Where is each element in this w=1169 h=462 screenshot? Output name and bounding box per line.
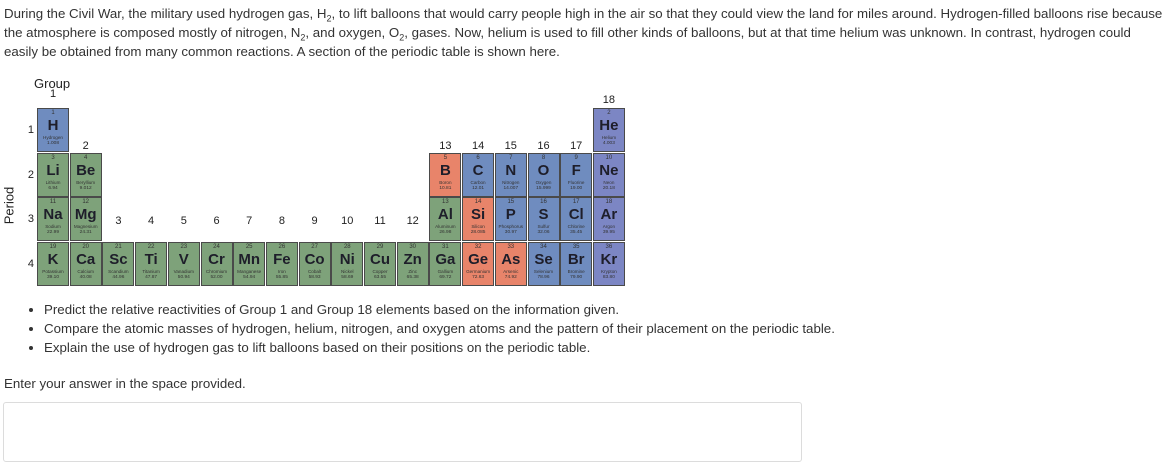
task-list [24, 300, 835, 357]
atomic-number: 35 [572, 243, 580, 250]
atomic-mass: 9.012 [79, 185, 92, 191]
task-item: • Explain the use of hydrogen gas to lift balloons based on their positions on the periodic table. [44, 338, 835, 357]
element-name: Argon [602, 224, 616, 229]
atomic-number: 32 [474, 243, 482, 250]
element-symbol: B [439, 161, 451, 179]
element-name: Hydrogen [43, 135, 63, 140]
group-number: 17 [570, 140, 583, 152]
atomic-number: 5 [443, 154, 448, 161]
element-cell-s [528, 197, 560, 241]
task-item: • Predict the relative reactivities of Group 1 and Group 18 elements based on the information given. [44, 300, 835, 319]
atomic-number: 22 [147, 243, 155, 250]
element-symbol: F [571, 161, 581, 179]
atomic-number: 13 [442, 199, 449, 205]
question-intro: During the Civil War, the military used hydrogen gas, $H_2$, to lift balloons that would carry people high in the air so that they could view the land for miles around. Hydrogen-filled balloons rise because the atmosphere is composed mostly of nitrogen, $N_2$, and oxygen, $O_2$, gases. Now, helium is used to fill other kinds of balloons, but at that time helium was unknown. In contrast, hydrogen could easily be obtained from many common reactions. A section of the periodic table is shown here. [4, 6, 1163, 59]
atomic-number: 29 [376, 243, 384, 250]
element-symbol: K [47, 250, 59, 268]
group-number: 3 [115, 215, 122, 227]
atomic-mass: 12.01 [472, 185, 485, 191]
element-cell-ar [593, 197, 625, 241]
element-symbol: Na [43, 206, 63, 223]
element-cell-c [462, 153, 494, 197]
group-number: 5 [180, 215, 187, 227]
atomic-mass: 52.00 [210, 274, 223, 280]
element-cell-al [429, 197, 461, 241]
atomic-number: 20 [82, 243, 90, 250]
element-name: Manganese [237, 268, 262, 274]
element-name: Zinc [408, 268, 418, 274]
element-symbol: Cr [208, 250, 225, 268]
element-symbol: Mn [238, 250, 261, 268]
element-cell-f [560, 153, 592, 197]
atomic-mass: 39.95 [602, 230, 615, 235]
element-symbol: Ca [76, 250, 96, 268]
element-cell-co [299, 242, 331, 286]
element-symbol: Cl [568, 206, 584, 223]
element-symbol: As [501, 250, 521, 268]
atomic-number: 8 [541, 154, 546, 161]
element-symbol: Al [437, 206, 453, 223]
atomic-number: 19 [49, 243, 57, 250]
element-cell-o [528, 153, 560, 197]
period-axis-title: Period [1, 186, 17, 225]
element-name: Neon [603, 179, 615, 185]
element-symbol: Ge [468, 250, 489, 268]
atomic-number: 14 [474, 199, 482, 205]
element-symbol: Li [46, 161, 60, 179]
group-number: 1 [49, 88, 57, 100]
task-item: • Compare the atomic masses of hydrogen, helium, nitrogen, and oxygen atoms and the pattern of their placement on the periodic table. [44, 319, 835, 338]
atomic-number: 33 [507, 243, 515, 250]
element-name: Nitrogen [502, 179, 520, 185]
atomic-number: 12 [82, 199, 90, 205]
element-symbol: Ne [599, 161, 619, 179]
element-cell-h [37, 108, 69, 152]
element-cell-sc [102, 242, 134, 286]
group-number: 9 [311, 215, 318, 227]
atomic-mass: 47.87 [145, 274, 158, 280]
element-symbol: Ni [339, 250, 355, 268]
atomic-mass: 26.98 [439, 230, 452, 235]
periodic-table-figure [0, 72, 640, 280]
element-cell-zn [397, 242, 429, 286]
element-cell-kr [593, 242, 625, 286]
group-number: 18 [602, 94, 616, 106]
atomic-mass: 22.99 [46, 230, 59, 235]
atomic-mass: 19.00 [570, 185, 583, 191]
element-name: Nickel [341, 268, 354, 274]
atomic-mass: 58.93 [308, 274, 321, 280]
atomic-number: 18 [605, 199, 613, 205]
atomic-mass: 1.008 [46, 141, 59, 146]
atomic-number: 10 [605, 154, 613, 161]
element-name: Aluminum [435, 224, 456, 229]
element-cell-ti [135, 242, 167, 286]
atomic-number: 30 [409, 243, 417, 250]
atomic-mass: 63.55 [373, 274, 386, 280]
atomic-number: 24 [213, 243, 220, 250]
element-cell-ga [429, 242, 461, 286]
atomic-number: 23 [180, 243, 188, 250]
element-name: Boron [439, 179, 452, 185]
element-name: Calcium [77, 268, 94, 274]
element-symbol: Ga [435, 250, 456, 268]
element-symbol: H [47, 117, 59, 134]
group-number: 11 [374, 215, 386, 227]
element-symbol: He [599, 117, 619, 134]
element-cell-cr [201, 242, 233, 286]
element-symbol: Sc [109, 250, 128, 268]
atomic-mass: 39.10 [46, 274, 59, 280]
element-symbol: P [505, 206, 516, 223]
atomic-mass: 44.96 [112, 274, 125, 280]
element-symbol: V [178, 250, 189, 268]
group-number: 15 [504, 140, 517, 152]
element-name: Beryllium [76, 179, 96, 185]
element-name: Germanium [466, 268, 491, 274]
element-name: Vanadium [173, 268, 194, 274]
element-cell-mn [233, 242, 265, 286]
element-cell-ni [331, 242, 363, 286]
answer-input[interactable] [3, 402, 802, 462]
element-name: Phosphorus [498, 224, 524, 229]
group-number: 4 [148, 215, 155, 227]
element-symbol: N [505, 161, 517, 179]
period-number: 4 [27, 257, 34, 270]
element-symbol: Se [534, 250, 553, 268]
element-name: Magnesium [73, 224, 98, 229]
group-number: 2 [82, 140, 89, 152]
element-symbol: Fe [273, 250, 291, 268]
atomic-mass: 55.85 [275, 274, 288, 280]
atomic-mass: 24.31 [79, 230, 92, 235]
atomic-mass: 58.69 [341, 274, 354, 280]
element-name: Carbon [470, 179, 486, 185]
atomic-mass: 83.80 [602, 274, 615, 280]
element-name: Gallium [437, 268, 454, 274]
atomic-number: 25 [245, 243, 253, 250]
element-symbol: C [472, 161, 484, 179]
element-cell-p [495, 197, 527, 241]
atomic-number: 2 [607, 110, 611, 116]
group-number: 13 [439, 140, 452, 152]
element-name: Krypton [600, 268, 617, 274]
element-cell-br [560, 242, 592, 286]
atomic-mass: 79.90 [570, 274, 583, 280]
element-symbol: O [537, 161, 550, 179]
element-cell-mg [70, 197, 102, 241]
atomic-mass: 35.45 [570, 230, 583, 235]
element-cell-k [37, 242, 69, 286]
atomic-number: 17 [572, 199, 580, 205]
element-name: Fluorine [567, 179, 585, 185]
group-number: 14 [471, 140, 485, 152]
atomic-mass: 10.81 [439, 185, 452, 191]
period-number: 3 [27, 213, 34, 225]
element-symbol: Br [567, 250, 585, 268]
element-symbol: Be [76, 161, 96, 179]
group-number: 8 [278, 215, 285, 227]
atomic-number: 15 [507, 199, 515, 205]
atomic-mass: 4.003 [602, 141, 615, 146]
atomic-mass: 72.63 [472, 274, 485, 280]
atomic-mass: 30.97 [504, 230, 517, 235]
atomic-number: 1 [51, 110, 55, 116]
element-cell-ca [70, 242, 102, 286]
atomic-number: 6 [476, 154, 480, 161]
element-symbol: Mg [74, 206, 97, 223]
atomic-number: 34 [540, 243, 547, 250]
atomic-number: 16 [540, 199, 547, 205]
group-number: 10 [341, 215, 354, 227]
element-name: Chlorine [567, 224, 585, 229]
atomic-number: 3 [51, 154, 55, 161]
element-symbol: Si [471, 206, 486, 223]
answer-prompt: Enter your answer in the space provided. [4, 376, 246, 391]
atomic-mass: 28.085 [470, 230, 486, 235]
element-name: Bromine [567, 268, 585, 274]
element-symbol: S [538, 206, 549, 223]
atomic-number: 7 [509, 154, 513, 161]
atomic-mass: 74.92 [504, 274, 517, 280]
element-cell-li [37, 153, 69, 197]
element-cell-fe [266, 242, 298, 286]
element-name: Oxygen [535, 179, 552, 185]
group-number: 6 [213, 215, 220, 227]
element-cell-ge [462, 242, 494, 286]
element-name: Potassium [42, 268, 64, 274]
atomic-number: 31 [442, 243, 449, 250]
atomic-mass: 14.007 [503, 185, 519, 191]
element-symbol: Cu [370, 250, 390, 268]
atomic-mass: 40.08 [79, 274, 92, 280]
atomic-number: 26 [278, 243, 286, 250]
atomic-mass: 6.94 [48, 185, 58, 191]
period-number: 2 [27, 168, 34, 181]
element-name: Sodium [45, 224, 61, 229]
group-axis-title: Group [34, 76, 71, 91]
element-name: Silicon [471, 224, 485, 229]
atomic-mass: 20.18 [602, 185, 615, 191]
atomic-mass: 32.06 [537, 230, 550, 235]
atomic-mass: 50.94 [177, 274, 190, 280]
atomic-number: 4 [84, 154, 88, 161]
element-cell-as [495, 242, 527, 286]
atomic-mass: 69.72 [439, 274, 452, 280]
element-name: Selenium [533, 268, 554, 274]
element-cell-n [495, 153, 527, 197]
period-number: 1 [27, 124, 34, 136]
element-cell-ne [593, 153, 625, 197]
atomic-mass: 15.999 [536, 185, 551, 191]
element-symbol: Co [304, 250, 325, 268]
element-name: Copper [372, 268, 388, 274]
atomic-number: 9 [574, 154, 578, 161]
element-name: Cobalt [307, 268, 322, 274]
element-cell-b [429, 153, 461, 197]
element-symbol: Kr [600, 250, 618, 268]
element-cell-si [462, 197, 494, 241]
element-name: Arsenic [503, 268, 519, 274]
atomic-number: 36 [605, 243, 613, 250]
element-name: Lithium [45, 179, 61, 185]
group-number: 16 [537, 140, 550, 152]
element-name: Scandium [108, 268, 129, 274]
atomic-number: 27 [311, 243, 318, 250]
element-name: Titanium [142, 268, 160, 274]
atomic-mass: 78.96 [537, 274, 550, 280]
element-cell-cu [364, 242, 396, 286]
element-name: Iron [277, 268, 286, 274]
atomic-number: 28 [343, 243, 351, 250]
atomic-mass: 65.38 [406, 274, 419, 280]
element-cell-he [593, 108, 625, 152]
atomic-mass: 54.94 [243, 274, 256, 280]
element-cell-v [168, 242, 200, 286]
element-cell-na [37, 197, 69, 241]
element-cell-be [70, 153, 102, 197]
group-number: 7 [246, 215, 253, 227]
element-name: Helium [601, 135, 617, 140]
element-cell-cl [560, 197, 592, 241]
element-name: Sulfur [537, 224, 550, 229]
element-symbol: Zn [403, 250, 422, 268]
element-name: Chromium [205, 268, 228, 274]
element-symbol: Ar [600, 206, 618, 223]
element-cell-se [528, 242, 560, 286]
atomic-number: 21 [115, 243, 122, 250]
group-number: 12 [406, 215, 419, 227]
atomic-number: 11 [49, 199, 57, 205]
element-symbol: Ti [144, 250, 158, 268]
